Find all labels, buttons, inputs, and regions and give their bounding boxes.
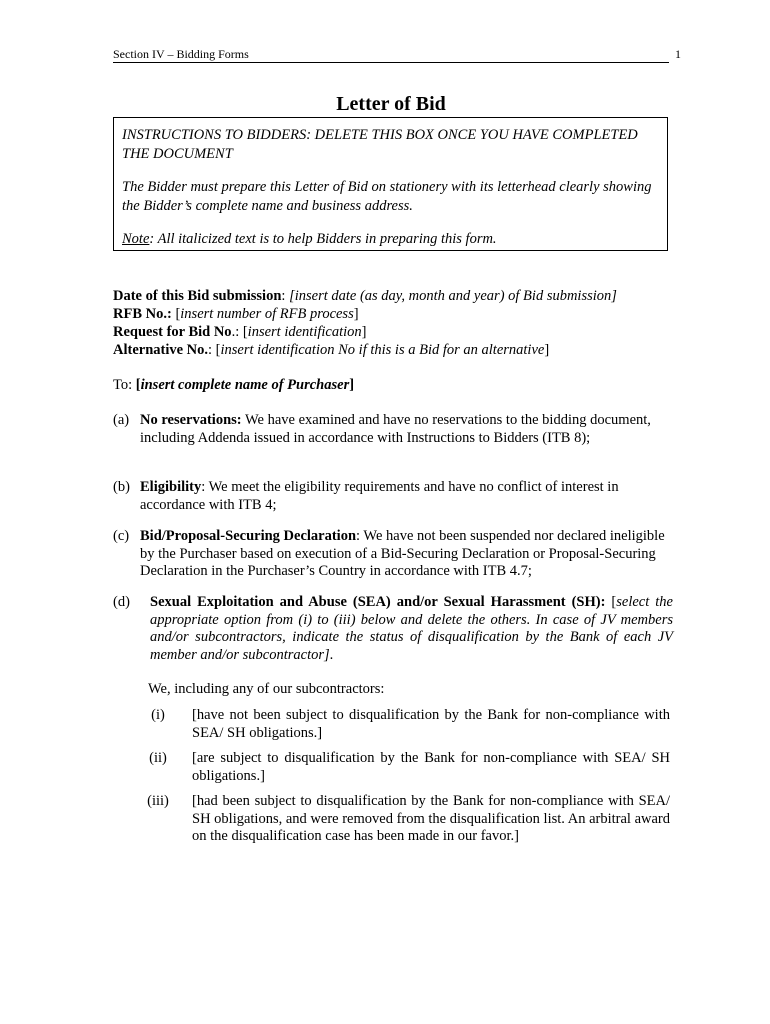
section-title: Section IV – Bidding Forms (113, 47, 249, 61)
request-sep: .: [ (231, 324, 248, 340)
option-text: [had been subject to disqualification by the Bank for non-compliance with SEA/ SH obligations, and were removed from the disqualification list. An arbitral award on the disqualification case has been made in our favor.] (192, 793, 670, 844)
alt-label: Alternative No. (113, 342, 209, 358)
date-value: [insert date (as day, month and year) of Bid submission] (289, 288, 617, 304)
clause-instruction: select the appropriate option from (i) to (iii) below and delete the others. In case of JV members and/or subcontractors, indicate the status of disqualification by the Bank of each JV member and/or subcontractor] (150, 594, 673, 663)
clause-d-close: . (329, 646, 334, 663)
request-close: ] (361, 324, 367, 340)
option-i (140, 707, 670, 742)
clause-label: (c) (113, 528, 130, 544)
rfb-close: ] (353, 306, 359, 322)
clause-label: (a) (113, 412, 130, 428)
clause-label: (d) (113, 594, 130, 610)
clause-text: We have examined and have no reservations to the bidding document, including Addenda issued in accordance with Instructions to Bidders (ITB 8); (140, 412, 651, 446)
clause-d-open: [ (605, 594, 617, 610)
purchaser-placeholder: insert complete name of Purchaser (140, 377, 350, 393)
rfb-value: insert number of RFB process (180, 306, 354, 322)
alt-close: ] (544, 342, 550, 358)
to-prefix: To: (113, 377, 136, 393)
rfb-open: [ (171, 306, 181, 322)
clause-heading: Eligibility (140, 479, 202, 495)
option-number: (iii) (147, 793, 169, 809)
option-number: (ii) (149, 750, 167, 766)
instructions-heading: INSTRUCTIONS TO BIDDERS: DELETE THIS BOX ONCE YOU HAVE COMPLETED THE DOCUMENT (122, 127, 638, 162)
clause-text: : We have not been suspended nor declared ineligible by the Purchaser based on execution of a Bid-Securing Declaration or Proposal-Securing Declaration in the Purchaser’s Country in accordance with ITB 4.7; (140, 528, 665, 579)
clause-label: (b) (113, 479, 130, 495)
request-value: insert identification (247, 324, 362, 340)
instructions-box (113, 117, 668, 251)
option-text: [are subject to disqualification by the Bank for non-compliance with SEA/ SH obligations.] (192, 750, 670, 784)
header-rule (113, 62, 669, 63)
to-open: [ (135, 377, 141, 393)
page-number: 1 (675, 47, 681, 61)
clause-heading: Sexual Exploitation and Abuse (SEA) and/or Sexual Harassment (SH): (150, 594, 606, 610)
clause-a (113, 412, 673, 447)
clause-b (113, 479, 673, 514)
instructions-body: The Bidder must prepare this Letter of Bid on stationery with its letterhead clearly showing the Bidder’s complete name and business address. (122, 179, 652, 214)
to-line (113, 377, 354, 394)
option-iii (140, 793, 670, 846)
request-line (113, 323, 673, 341)
date-sep: : (281, 288, 290, 304)
note-label: Note (122, 231, 150, 247)
running-header (113, 47, 681, 62)
request-label: Request for Bid No (113, 324, 232, 340)
option-text: [have not been subject to disqualification by the Bank for non-compliance with SEA/ SH obligations.] (192, 707, 670, 741)
option-number: (i) (151, 707, 165, 723)
clause-text: : We meet the eligibility requirements and have no conflict of interest in accordance with ITB 4; (140, 479, 619, 513)
date-label: Date of this Bid submission (113, 288, 282, 304)
instructions-note (122, 230, 667, 249)
clause-heading: No reservations: (140, 412, 242, 428)
subcontractors-intro: We, including any of our subcontractors: (148, 681, 385, 697)
clause-d (113, 594, 673, 664)
clause-c (113, 528, 673, 581)
alternative-line (113, 341, 673, 359)
alt-sep: : [ (208, 342, 221, 358)
to-close: ] (349, 377, 355, 393)
rfb-line (113, 305, 673, 323)
note-text: : All italicized text is to help Bidders in preparing this form. (149, 231, 497, 247)
bid-metadata (113, 287, 673, 359)
page-title: Letter of Bid (336, 93, 446, 115)
option-ii (140, 750, 670, 785)
alt-value: insert identification No if this is a Bid for an alternative (220, 342, 545, 358)
clause-heading: Bid/Proposal-Securing Declaration (140, 528, 357, 544)
rfb-label: RFB No.: (113, 306, 172, 322)
date-line (113, 287, 673, 305)
